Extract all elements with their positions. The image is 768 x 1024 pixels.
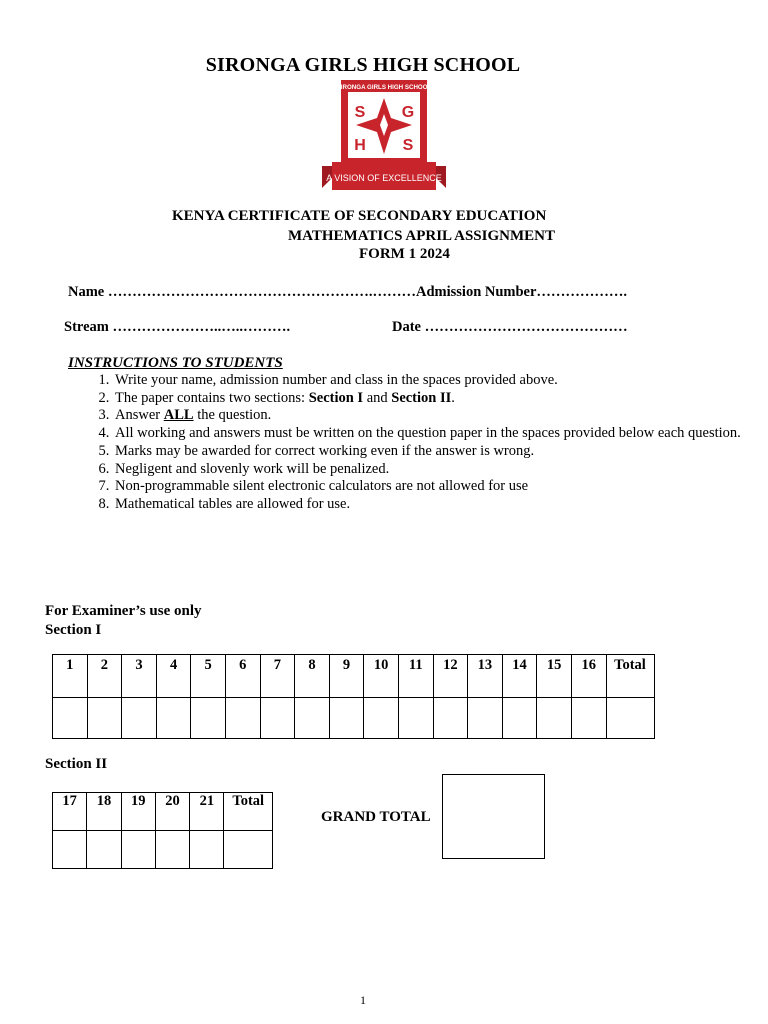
instruction-item: 2. The paper contains two sections: Section I and Section II. [113,390,753,408]
logo-letter-s1: S [354,104,366,121]
marks-score-cell[interactable] [155,831,189,869]
marks-header-cell: 7 [260,655,295,698]
marks-score-cell[interactable] [87,698,122,739]
marks-score-cell[interactable] [433,698,468,739]
marks-header-cell: Total [224,793,273,831]
marks-score-cell[interactable] [156,698,191,739]
marks-header-cell: 9 [329,655,364,698]
marks-score-cell[interactable] [224,831,273,869]
marks-header-cell: 10 [364,655,399,698]
marks-score-cell[interactable] [329,698,364,739]
grand-total-box[interactable] [442,774,545,859]
marks-header-cell: 20 [155,793,189,831]
section1-marks-table [52,654,655,739]
name-admission-field[interactable]: Name ……………………………………………….………Admission Number………………. [68,284,628,300]
marks-header-cell: 4 [156,655,191,698]
instruction-item: 4. All working and answers must be written on the question paper in the spaces provided below each question. [113,425,753,443]
marks-header-cell: 13 [468,655,503,698]
marks-score-cell[interactable] [571,698,606,739]
marks-header-cell: 5 [191,655,226,698]
date-field[interactable]: Date …………………………………… [392,319,628,335]
marks-header-cell: 6 [225,655,260,698]
marks-header-cell: 21 [190,793,224,831]
instructions-heading: INSTRUCTIONS TO STUDENTS [68,355,283,371]
marks-header-cell: 15 [537,655,572,698]
school-name: SIRONGA GIRLS HIGH SCHOOL [205,54,521,76]
logo-motto: A VISION OF EXCELLENCE [326,173,442,183]
marks-score-cell[interactable] [190,831,224,869]
marks-header-cell: 11 [398,655,433,698]
instructions-list [60,372,753,514]
marks-score-cell[interactable] [225,698,260,739]
marks-score-cell[interactable] [191,698,226,739]
grand-total-label: GRAND TOTAL [321,809,431,825]
exam-title-line3: FORM 1 2024 [359,246,450,262]
marks-header-cell: 2 [87,655,122,698]
marks-score-cell[interactable] [53,831,87,869]
instruction-item: 7. Non-programmable silent electronic calculators are not allowed for use [113,478,753,496]
marks-score-cell[interactable] [260,698,295,739]
instruction-item: 8. Mathematical tables are allowed for use. [113,496,753,514]
section2-label: Section II [45,756,108,772]
school-logo [320,78,448,196]
instruction-item: 5. Marks may be awarded for correct working even if the answer is wrong. [113,443,753,461]
section2-header-row [53,793,273,831]
marks-score-cell[interactable] [87,831,121,869]
marks-header-cell: 17 [53,793,87,831]
marks-score-cell[interactable] [502,698,537,739]
examiner-use-label: For Examiner’s use only [45,603,202,619]
marks-score-cell[interactable] [53,698,88,739]
marks-header-cell: Total [606,655,654,698]
section2-marks-table [52,792,273,869]
marks-score-cell[interactable] [122,698,157,739]
marks-score-cell[interactable] [537,698,572,739]
instruction-item: 6. Negligent and slovenly work will be penalized. [113,461,753,479]
marks-score-cell[interactable] [364,698,399,739]
section1-label: Section I [45,622,102,638]
marks-score-cell[interactable] [468,698,503,739]
marks-header-cell: 14 [502,655,537,698]
page-number: 1 [360,993,366,1007]
section1-header-row [53,655,655,698]
marks-header-cell: 12 [433,655,468,698]
marks-header-cell: 8 [295,655,330,698]
marks-score-cell[interactable] [295,698,330,739]
instruction-item: 3. Answer ALL the question. [113,407,753,425]
section2-score-row [53,831,273,869]
marks-header-cell: 18 [87,793,121,831]
logo-letter-g: G [401,104,415,121]
marks-score-cell[interactable] [121,831,155,869]
marks-score-cell[interactable] [398,698,433,739]
marks-header-cell: 3 [122,655,157,698]
marks-header-cell: 16 [571,655,606,698]
logo-letter-h: H [354,137,366,154]
exam-title-line1: KENYA CERTIFICATE OF SECONDARY EDUCATION [172,208,547,224]
stream-field[interactable]: Stream …………………..…..………. [64,319,291,335]
logo-top-text: SIRONGA GIRLS HIGH SCHOOL [336,84,432,91]
instruction-item: 1. Write your name, admission number and class in the spaces provided above. [113,372,753,390]
marks-header-cell: 1 [53,655,88,698]
section1-score-row [53,698,655,739]
exam-title-line2: MATHEMATICS APRIL ASSIGNMENT [288,228,555,244]
logo-letter-s2: S [402,137,414,154]
marks-header-cell: 19 [121,793,155,831]
marks-score-cell[interactable] [606,698,654,739]
